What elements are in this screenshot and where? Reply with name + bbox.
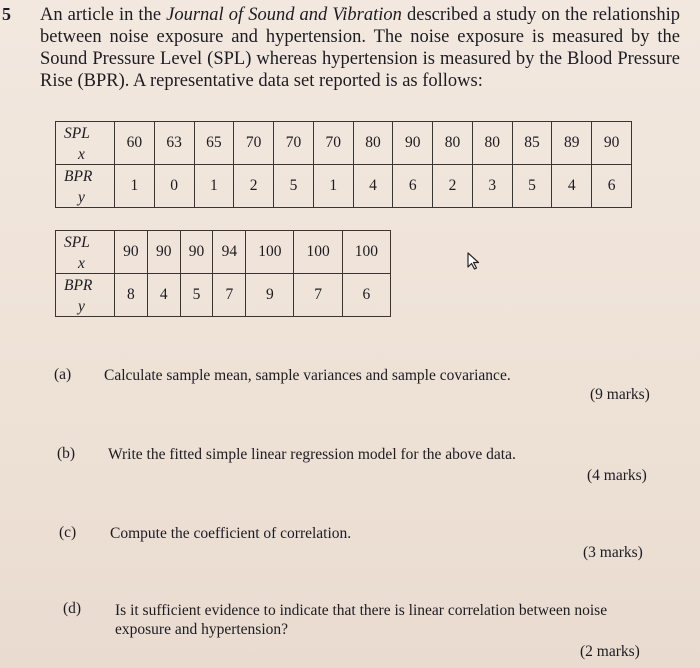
table-cell: 4 [353,165,393,208]
table-cell: 100 [342,231,390,274]
table2-x-label: x [56,255,115,274]
table-cell: 65 [194,122,234,165]
table-cell: 85 [512,122,552,165]
table2-bpr-label: BPR [56,274,115,299]
part-b-text: Write the fitted simple linear regression model for the above data. [108,446,516,463]
part-d-label: (d) [63,600,82,617]
table-cell: 60 [115,122,155,165]
table-cell: 90 [147,231,180,274]
table-cell: 7 [294,274,342,317]
question-number: 5 [2,4,11,24]
table-cell: 80 [433,122,473,165]
table-cell: 8 [115,274,148,317]
table-cell: 2 [234,165,274,208]
table1-bpr-label: BPR [56,165,115,190]
journal-name: Journal of Sound and Vibration [166,5,402,25]
part-d-text-line-2: exposure and hypertension? [115,621,289,638]
table-cell: 4 [552,165,592,208]
table2-spl-row [56,231,391,256]
table-cell: 6 [393,165,433,208]
table-cell: 1 [115,165,155,208]
part-c-text: Compute the coefficient of correlation. [110,525,352,542]
part-b-label: (b) [57,445,76,462]
table1-spl-label: SPL [56,122,115,147]
part-d-marks: (2 marks) [580,643,640,660]
table1-y-label: y [56,189,115,208]
table-cell: 70 [274,122,314,165]
table-cell: 90 [180,231,213,274]
table-cell: 90 [393,122,433,165]
intro-line-2: between noise exposure and hypertension. The noise exposure is measured by the [40,27,680,47]
part-b-marks: (4 marks) [587,467,647,484]
table1-bpr-row [56,165,632,190]
table-cell: 5 [512,165,552,208]
part-d-text [115,601,675,639]
table-cell: 70 [313,122,353,165]
table1-x-label: x [56,146,115,165]
table2-bpr-row [56,274,391,299]
intro-paragraph [40,4,680,92]
mouse-pointer-icon [466,252,482,270]
intro-line-1: An article in the Journal of Sound and Vibration described a study on the relationship [40,5,680,25]
table-cell: 90 [115,231,148,274]
table-cell: 2 [433,165,473,208]
table-cell: 89 [552,122,592,165]
table-cell: 0 [154,165,194,208]
part-a-marks: (9 marks) [590,386,650,403]
data-table-1 [55,121,632,208]
table-cell: 4 [147,274,180,317]
table-cell: 80 [353,122,393,165]
table2-y-label: y [56,298,115,317]
part-c-marks: (3 marks) [583,544,643,561]
table-cell: 1 [313,165,353,208]
part-a-text: Calculate sample mean, sample variances and sample covariance. [104,367,511,384]
table-cell: 6 [342,274,390,317]
table1-spl-row [56,122,632,147]
part-d-text-line-1: Is it sufficient evidence to indicate that there is linear correlation between noise [115,602,608,619]
intro-line-3: Sound Pressure Level (SPL) whereas hypertension is measured by the Blood Pressure [40,49,680,69]
table-cell: 94 [213,231,246,274]
intro-line-4: Rise (BPR). A representative data set reported is as follows: [40,71,483,91]
table-cell: 6 [592,165,632,208]
table-cell: 3 [472,165,512,208]
table-cell: 100 [246,231,294,274]
table-cell: 70 [234,122,274,165]
table-cell: 9 [246,274,294,317]
part-a-label: (a) [54,366,72,383]
table-cell: 80 [472,122,512,165]
table-cell: 1 [194,165,234,208]
table-cell: 5 [180,274,213,317]
part-c-label: (c) [59,524,77,541]
table-cell: 90 [592,122,632,165]
table-cell: 7 [213,274,246,317]
table-cell: 5 [274,165,314,208]
table-cell: 63 [154,122,194,165]
table2-spl-label: SPL [56,231,115,256]
data-table-2 [55,230,391,317]
table-cell: 100 [294,231,342,274]
